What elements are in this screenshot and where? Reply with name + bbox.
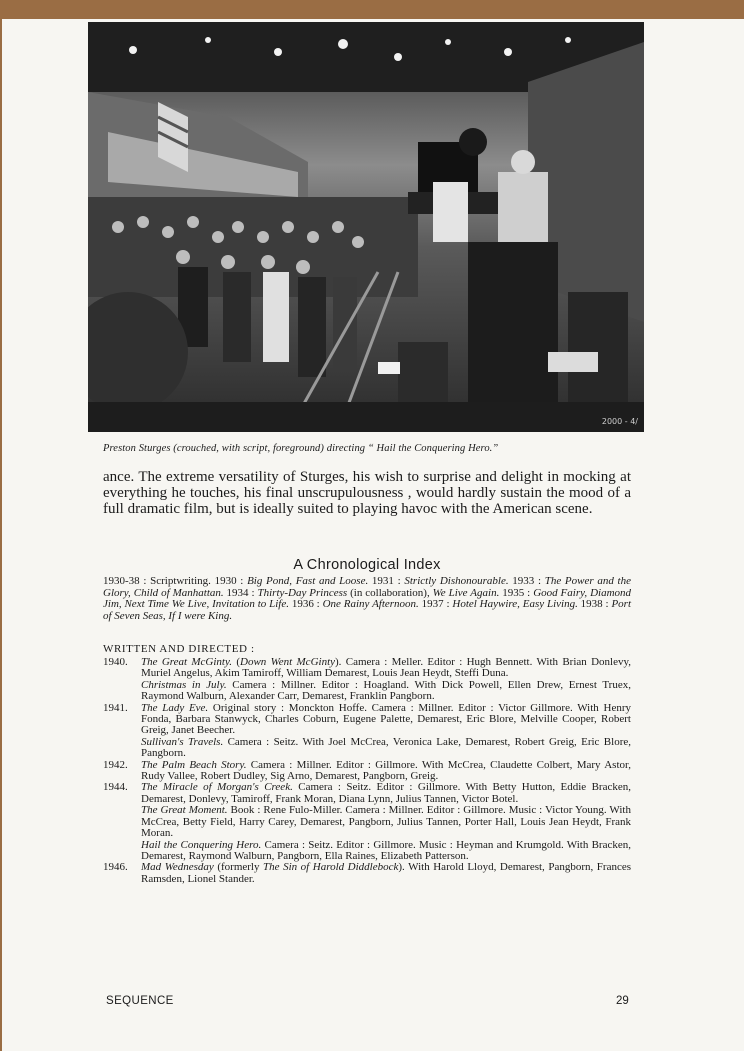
chrono-title: Hotel Haywire, Easy Living.	[452, 598, 578, 611]
film-title: The Lady Eve.	[141, 701, 209, 714]
film-set-photo	[88, 22, 644, 432]
film-title: Hail the Conquering Hero.	[141, 838, 262, 851]
film-details: ). With Harold Lloyd, Demarest, Pangborn, Frances Ramsden, Lionel Stander.	[141, 861, 631, 885]
film-entry	[103, 760, 631, 783]
chrono-title: Thirty-Day Princess	[257, 586, 348, 599]
filmography-list	[103, 657, 631, 885]
film-details: Camera : Millner. Editor : Hoagland. With Dick Powell, Ellen Drew, Ernest Truex, Raymond Walburn, Alexander Carr, Demarest, Franklin Pangborn.	[141, 678, 631, 703]
film-entry	[103, 680, 631, 703]
film-year: 1944.	[103, 781, 128, 794]
chrono-text: 1938 :	[577, 598, 612, 611]
film-year: 1942.	[103, 758, 128, 771]
chrono-text: (in collaboration),	[347, 586, 433, 599]
chrono-text: 1931 :	[368, 575, 405, 587]
film-details: Camera : Millner. Editor : Gillmore. With McCrea, Claudette Colbert, Mary Astor, Rudy Vallee, Robert Dudley, Sig Arno, Demarest, Pangborn, Greig.	[141, 758, 631, 783]
chrono-text: 1935 :	[499, 586, 534, 599]
film-alt-title: The Sin of Harold Diddlebock	[263, 861, 399, 874]
photo-catalog-mark: 2000 - 4/	[601, 417, 638, 426]
chrono-title: The Power and the Glory, Child of Manhattan.	[103, 575, 631, 599]
lead-paragraph: ance. The extreme versatility of Sturges, his wish to surprise and delight in mocking at everything he touches, his final unscrupulousness , would hardly sustain the mood of a full dramatic film, but is ideally suited to playing havoc with the American scene.	[103, 469, 631, 517]
chrono-title: Good Fairy, Diamond Jim, Next Time We Live, Invitation to Life.	[103, 586, 632, 611]
film-title: The Great Moment.	[141, 804, 228, 817]
film-details: Book : Rene Fulo-Miller. Camera : Millner. Editor : Gillmore. Music : Victor Young. With McCrea, Betty Field, Harry Carey, Demarest, Pangborn, Julius Tannen, Porter Hall, Louis Jean Heydt, Frank Moran.	[141, 804, 631, 840]
film-year: 1946.	[103, 861, 128, 874]
film-entry	[103, 840, 631, 863]
film-entry	[103, 862, 631, 885]
page-number: 29	[616, 995, 629, 1007]
film-entry	[103, 782, 631, 805]
chrono-title: Big Pond, Fast and Loose.	[247, 575, 369, 587]
chrono-text: 1930-38 : Scriptwriting. 1930 :	[103, 575, 248, 587]
film-set-illustration	[88, 22, 644, 432]
film-details: Camera : Seitz. Editor : Gillmore. With Betty Hutton, Eddie Bracken, Demarest, Donlevy, Tamiroff, Frank Moran, Diana Lynn, Julius Tannen, Victor Botel.	[141, 781, 631, 805]
film-title: Mad Wednesday	[141, 861, 214, 874]
chrono-text: 1936 :	[289, 598, 323, 611]
film-entry	[103, 657, 631, 680]
chrono-title: Strictly Dishonourable.	[404, 575, 509, 587]
film-details: Camera : Seitz. Editor : Gillmore. Music : Heyman and Krumgold. With Bracken, Demarest, Raymond Walburn, Pangborn, Ella Raines, Elizabeth Patterson.	[141, 838, 631, 862]
chrono-text: 1937 :	[418, 598, 453, 611]
index-heading: A Chronological Index	[293, 557, 441, 573]
film-year: 1940.	[103, 656, 128, 668]
film-details: ). Camera : Meller. Editor : Hugh Bennett. With Brian Donlevy, Muriel Angelus, Akim Tamiroff, William Demarest, Louis Jean Heydt, Steffi Duna.	[141, 656, 631, 680]
photo-caption	[103, 443, 703, 454]
film-title: The Great McGinty.	[141, 656, 233, 668]
chrono-text: 1933 :	[508, 575, 545, 587]
film-title: Sullivan's Travels.	[141, 735, 224, 748]
film-details: (	[232, 656, 241, 668]
book-page	[2, 19, 744, 1051]
chrono-title: One Rainy Afternoon.	[322, 598, 419, 611]
film-entry	[103, 737, 631, 760]
film-title: The Miracle of Morgan's Creek.	[141, 781, 293, 794]
film-title: The Palm Beach Story.	[141, 758, 247, 771]
film-details: (formerly	[213, 861, 264, 874]
caption-title: “ Hail the Conquering Hero.”	[367, 443, 499, 454]
film-details: Original story : Monckton Hoffe. Camera : Millner. Editor : Victor Gillmore. With Henry Fonda, Barbara Stanwyck, Charles Coburn, Eugene Palette, Demarest, Eric Blore, Melville Cooper, Robert Greig, Janet Beecher.	[141, 701, 631, 737]
film-details: Camera : Seitz. With Joel McCrea, Veronica Lake, Demarest, Robert Greig, Eric Blore, Pangborn.	[141, 735, 631, 760]
chrono-text: 1934 :	[223, 586, 258, 599]
film-alt-title: Down Went McGinty	[240, 656, 336, 668]
chronology-paragraph	[103, 576, 631, 623]
film-entry	[103, 703, 631, 737]
caption-text: Preston Sturges (crouched, with script, foreground) directing	[103, 443, 366, 454]
film-entry	[103, 805, 631, 839]
journal-name: SEQUENCE	[106, 995, 174, 1007]
film-title: Christmas in July.	[141, 678, 227, 691]
film-year: 1941.	[103, 701, 128, 714]
section-heading: WRITTEN AND DIRECTED :	[103, 643, 255, 655]
chrono-title: Port of Seven Seas, If I were King.	[103, 598, 631, 623]
chrono-title: We Live Again.	[432, 586, 500, 599]
